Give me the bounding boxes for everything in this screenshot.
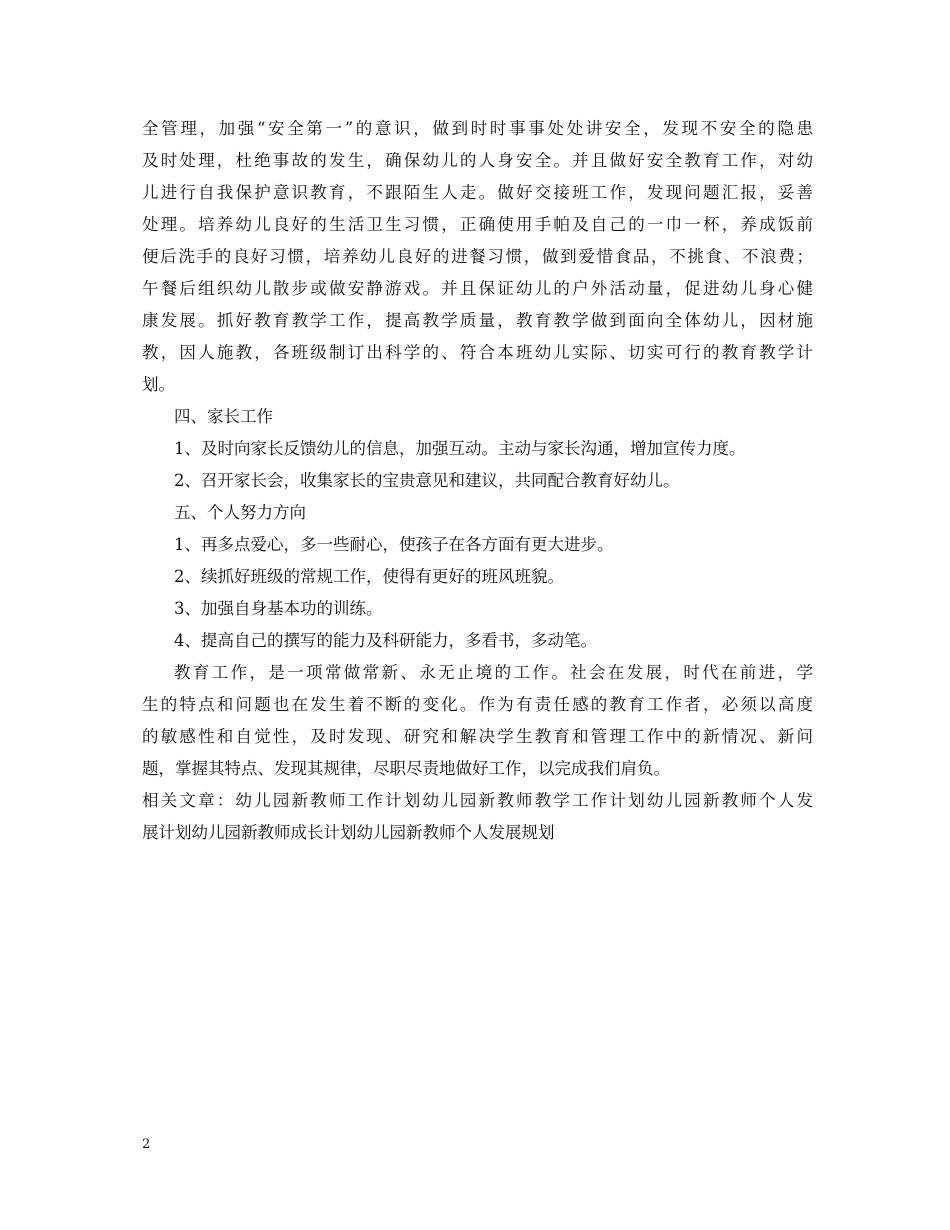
text-line: 展计划幼儿园新教师成长计划幼儿园新教师个人发展规划	[142, 823, 555, 842]
text-line: 康发展。抓好教育教学工作，提高教学质量，教育教学做到面向全体幼儿，因材施	[142, 311, 813, 330]
text-line: 便后洗手的良好习惯，培养幼儿良好的进餐习惯，做到爱惜食品，不挑食、不浪费；	[142, 247, 813, 266]
section-heading-parent-work: 四、家长工作	[174, 407, 273, 426]
text-line: 处理。培养幼儿良好的生活卫生习惯，正确使用手帕及自己的一巾一杯，养成饭前	[142, 215, 813, 234]
list-item: 3、加强自身基本功的训练。	[174, 599, 383, 618]
document-body	[142, 113, 813, 849]
text-line: 儿进行自我保护意识教育，不跟陌生人走。做好交接班工作，发现问题汇报，妥善	[142, 183, 813, 202]
list-item: 2、召开家长会，收集家长的宝贵意见和建议，共同配合教育好幼儿。	[174, 471, 680, 490]
text-line: 全管理，加强“安全第一”的意识，做到时时事事处处讲安全，发现不安全的隐患	[142, 119, 813, 138]
text-line: 及时处理，杜绝事故的发生，确保幼儿的人身安全。并且做好安全教育工作，对幼	[142, 151, 813, 170]
related-articles	[142, 785, 813, 849]
list-item: 1、再多点爱心，多一些耐心，使孩子在各方面有更大进步。	[174, 535, 614, 554]
text-line: 划。	[142, 375, 175, 394]
list-item: 4、提高自己的撰写的能力及科研能力，多看书，多动笔。	[174, 631, 597, 650]
text-line: 生的特点和问题也在发生着不断的变化。作为有责任感的教育工作者，必须以高度	[142, 695, 813, 714]
text-line: 题，掌握其特点、发现其规律，尽职尽责地做好工作，以完成我们肩负。	[142, 759, 670, 778]
section-heading-personal-direction: 五、个人努力方向	[174, 503, 306, 522]
paragraph-closing	[142, 657, 813, 785]
text-line: 教育工作，是一项常做常新、永无止境的工作。社会在发展，时代在前进，学	[174, 663, 813, 682]
text-line: 教，因人施教，各班级制订出科学的、符合本班幼儿实际、切实可行的教育教学计	[142, 343, 813, 362]
text-line: 午餐后组织幼儿散步或做安静游戏。并且保证幼儿的户外活动量，促进幼儿身心健	[142, 279, 813, 298]
paragraph-safety-and-teaching	[142, 113, 813, 401]
text-line: 相关文章：幼儿园新教师工作计划幼儿园新教师教学工作计划幼儿园新教师个人发	[142, 791, 813, 810]
list-item: 1、及时向家长反馈幼儿的信息，加强互动。主动与家长沟通，增加宣传力度。	[174, 439, 746, 458]
text-line: 的敏感性和自觉性，及时发现、研究和解决学生教育和管理工作中的新情况、新问	[142, 727, 813, 746]
list-item: 2、续抓好班级的常规工作，使得有更好的班风班貌。	[174, 567, 564, 586]
page-number: 2	[142, 1137, 151, 1152]
